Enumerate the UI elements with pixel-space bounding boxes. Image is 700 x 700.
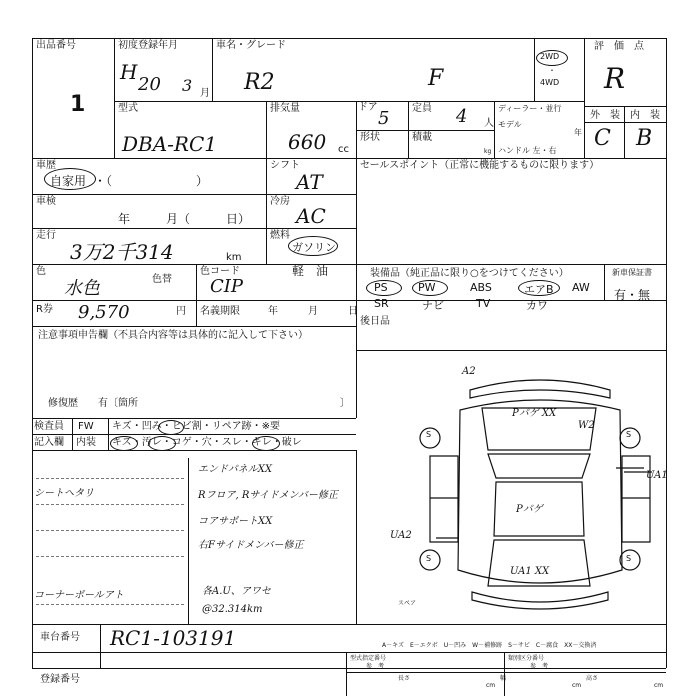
- length-label: 長さ: [398, 675, 411, 682]
- month-unit: 月: [200, 88, 210, 99]
- equip-sr: SR: [374, 297, 389, 310]
- displacement-unit: cc: [338, 144, 349, 155]
- equip-navi: ナビ: [422, 299, 444, 312]
- width-unit: cm: [572, 682, 582, 689]
- mileage-unit: km: [226, 252, 242, 263]
- recycle-unit: 円: [176, 306, 186, 317]
- width-label: 幅: [500, 675, 507, 682]
- evaluation-score: R: [604, 62, 626, 95]
- equipment-label: 装備品（純正品に限り○をつけてください）: [370, 268, 569, 279]
- wheel-s-1: S: [426, 430, 432, 439]
- right-note-4: 右Fサイドメンバー修正: [198, 540, 304, 551]
- inspection-value: 年 月（ 日）: [118, 212, 251, 226]
- inspection-label: 車検: [36, 196, 56, 207]
- load-unit: kg: [484, 148, 492, 155]
- ref-label-1: 参 考: [366, 663, 385, 670]
- color-value: 水色: [64, 278, 100, 299]
- name-grade-label: 車名・グレード: [216, 40, 286, 51]
- door-value: 5: [378, 108, 390, 129]
- recycle-value: 9,570: [78, 302, 130, 323]
- handle-label: ハンドル 左・右: [498, 146, 557, 155]
- fill-label: 記入欄: [34, 437, 64, 448]
- fuel-label: 燃料: [270, 230, 290, 241]
- spare-label: スペア: [398, 600, 417, 607]
- shape-label: 形状: [360, 132, 380, 143]
- fuel-gasoline: ガソリン: [292, 241, 336, 254]
- name-change-label: 名義期限: [200, 306, 240, 317]
- mark-ua1-right: UA1: [646, 470, 668, 481]
- exterior-label: 外 装: [590, 110, 620, 121]
- displacement-label: 排気量: [270, 103, 300, 114]
- color-code-label: 色コード: [200, 266, 240, 277]
- car-grade: F: [428, 66, 444, 91]
- fuel-diesel: 軽 油: [292, 264, 329, 278]
- dealer-label: ディーラー・並行: [498, 104, 562, 113]
- mark-ua2: UA2: [390, 530, 412, 541]
- displacement-value: 660: [288, 130, 327, 154]
- drive-2wd: 2WD: [540, 52, 560, 61]
- color-label: 色: [36, 266, 46, 277]
- model-year-label: モデル: [498, 120, 522, 129]
- name-change-value: 年 月 日: [268, 306, 358, 317]
- bottom-note-2: @32.314km: [202, 604, 263, 615]
- evaluation-label: 評 価 点: [594, 41, 644, 52]
- mark-roof: Pパゲ: [516, 504, 543, 515]
- ref-label-2: 参 考: [530, 663, 549, 670]
- repair-history-close: 〕: [340, 398, 350, 409]
- interior-items: キズ・汚レ・コゲ・穴・スレ・キレ・破レ: [112, 437, 302, 448]
- warranty-label: 新車保証書: [612, 268, 652, 277]
- height-unit: cm: [654, 682, 664, 689]
- mark-ua1-rear: UA1 XX: [510, 566, 550, 577]
- shift-label: シフト: [270, 160, 300, 171]
- mark-bonnet: Pパゲ XX: [512, 408, 557, 419]
- wheel-s-2: S: [626, 430, 632, 439]
- equip-pw: PW: [418, 281, 436, 294]
- ac-value: AC: [296, 204, 326, 228]
- sales-point-label: セールスポイント（正常に機能するものに限ります）: [360, 160, 600, 171]
- capacity-label: 定員: [412, 103, 432, 114]
- interior-check-label: 内装: [76, 437, 96, 448]
- mark-w2: W2: [578, 420, 595, 431]
- recycle-label: R券: [36, 304, 53, 315]
- interior-grade: B: [636, 126, 653, 151]
- door-label: ドア: [358, 102, 378, 113]
- mileage-label: 走行: [36, 230, 56, 241]
- equip-abs: ABS: [470, 281, 492, 294]
- repair-history-label: 修復歴 有〔箇所: [48, 398, 138, 409]
- type-cert-label: 型式指定番号: [350, 655, 387, 662]
- wheel-s-4: S: [626, 554, 632, 563]
- fw-label: FW: [78, 421, 94, 432]
- corner-note: コーナーポールアト: [34, 590, 124, 601]
- lot-number: 1: [70, 92, 86, 117]
- car-name: R2: [244, 70, 275, 95]
- inspector-label: 検査員: [34, 421, 64, 432]
- length-unit: cm: [486, 682, 496, 689]
- capacity-value: 4: [456, 106, 468, 127]
- year-value: 20: [138, 74, 161, 95]
- wheel-s-3: S: [426, 554, 432, 563]
- equip-aw: AW: [572, 281, 590, 294]
- equip-airbag: エアB: [524, 283, 554, 296]
- lot-label: 出品番号: [36, 40, 76, 51]
- warranty-value: 有・無: [614, 288, 651, 302]
- class-number-label: 類別区分番号: [508, 655, 545, 662]
- chassis-label: 車台番号: [40, 632, 80, 643]
- fw-items: キズ・凹み・ヒビ割・リペア跡・※要: [112, 421, 280, 432]
- capacity-unit: 人: [484, 118, 494, 129]
- first-registration-label: 初度登録年月: [118, 40, 178, 51]
- bottom-note-1: 各A.U、アワセ: [202, 586, 271, 597]
- equip-leather: カワ: [526, 299, 548, 312]
- load-label: 積載: [412, 132, 432, 143]
- registration-label: 登録番号: [40, 674, 80, 685]
- model-label: 型式: [118, 103, 138, 114]
- right-note-3: コアサポートXX: [198, 516, 273, 527]
- era-value: H: [120, 60, 138, 84]
- mark-a2: A2: [462, 366, 476, 377]
- color-change-label: 色替: [152, 274, 172, 285]
- left-note: シートヘタリ: [34, 488, 94, 499]
- auction-sheet: 出品番号 1 初度登録年月 H 20 3 月 車名・グレード R2 F 2WD ・ 4WD 評 価 点 R 型式 DBA-RC1 排気量 660 cc ドア 5 定員 4 人 ディーラー・並行 モデル 年 形状 積載 kg ハンドル 左・右 外 装 内 装 C B 車歴 自家用 ・（ ） シフト AT セールスポイント（正常に機能するものに限ります） 車検 年 月（ 日） 冷房 AC 走行 3万2千314 km 燃料 ガソリン 軽 油 色 水色 色替 色コード CIP 装備品（純正品に限り○をつけてください） PS PW ABS エアB AW SR ナビ TV カワ 新車保証書 有・無 R券 9,570 円 名義期限 年 月 日 後日品 注意事項申告欄（不具合内容等は具体的に記入して下さい） 修復歴 有〔箇所 〕 検査員 記入欄 FW 内装 キズ・凹み・ヒビ割・リペア跡・※要 キズ・汚レ・コゲ・穴・スレ・キレ・破レ シートヘタリ エンドパネルXX Rフロア, Rサイドメンバー修正 コアサポートXX 右Fサイドメンバー修正 コーナーポールアト 各A.U、アワセ @32.314km A2 Pパゲ XX W2 UA1 Pパゲ UA2 UA1 XX S S S S スペア 車台番号 RC1-103191 登録番号 A－キズ E－エクボ U－凹み W－補修跡 S－サビ C－腐食 XX－交換済 型式指定番号 類別区分番号 参 考 参 考 長さ cm 幅 cm 高さ cm: [0, 0, 700, 700]
- chassis-number: RC1-103191: [110, 626, 237, 650]
- shift-value: AT: [296, 170, 323, 194]
- ac-label: 冷房: [270, 196, 290, 207]
- mileage-value: 3万2千314: [70, 240, 174, 264]
- equip-tv: TV: [476, 297, 491, 310]
- history-label: 車歴: [36, 160, 56, 171]
- equip-ps: PS: [374, 281, 388, 294]
- exterior-grade: C: [594, 126, 611, 151]
- right-note-1: エンドパネルXX: [198, 464, 273, 475]
- height-label: 高さ: [586, 675, 599, 682]
- model-year-unit: 年: [574, 128, 582, 137]
- history-value: 自家用: [50, 174, 87, 188]
- rear-items-label: 後日品: [360, 316, 390, 327]
- color-code-value: CIP: [210, 276, 243, 297]
- interior-label: 内 装: [630, 110, 660, 121]
- model-code: DBA-RC1: [122, 132, 218, 156]
- history-rest: ・（ ）: [94, 174, 209, 188]
- right-note-2: Rフロア, Rサイドメンバー修正: [198, 490, 338, 501]
- notes-title: 注意事項申告欄（不具合内容等は具体的に記入して下さい）: [38, 330, 308, 341]
- drive-4wd: 4WD: [540, 78, 560, 87]
- month-value: 3: [182, 76, 193, 95]
- car-damage-diagram: [400, 360, 680, 622]
- damage-legend: A－キズ E－エクボ U－凹み W－補修跡 S－サビ C－腐食 XX－交換済: [382, 642, 597, 649]
